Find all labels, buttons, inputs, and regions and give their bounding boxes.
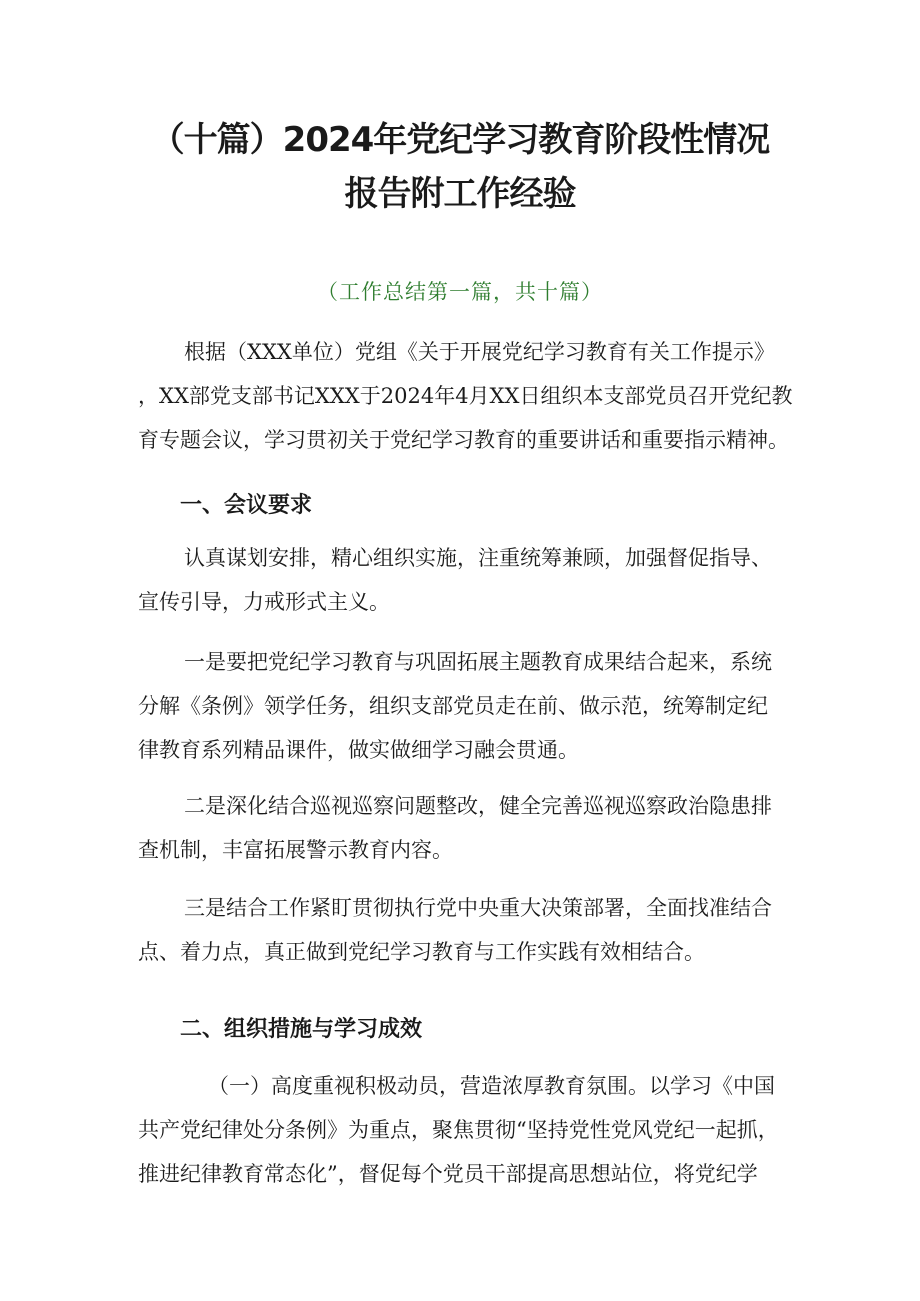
s2p1-line-1: （一）高度重视积极动员，营造浓厚教育氛围。以学习《中国	[208, 1074, 775, 1098]
s1p2-line-1: 一是要把党纪学习教育与巩固拓展主题教育成果结合起来，系统	[184, 650, 772, 674]
intro-paragraph	[138, 330, 798, 462]
section-2-heading: 二、组织措施与学习成效	[180, 1017, 423, 1042]
intro-line-2: ，XX部党支部书记XXX于2024年4月XX日组织本支部党员召开党纪教	[138, 384, 793, 408]
intro-line-1: 根据（XXX单位）党组《关于开展党纪学习教育有关工作提示》	[184, 340, 775, 364]
s1p4-line-2: 点、着力点，真正做到党纪学习教育与工作实践有效相结合。	[138, 940, 705, 964]
s1p3-line-2: 查机制，丰富拓展警示教育内容。	[138, 838, 453, 862]
section-2-paragraph-1	[138, 1064, 798, 1196]
s1p2-line-3: 律教育系列精品课件，做实做细学习融会贯通。	[138, 738, 579, 762]
s1p1-line-2: 宣传引导，力戒形式主义。	[138, 590, 390, 614]
document-title-line-2: 报告附工作经验	[344, 174, 576, 214]
s1p3-line-1: 二是深化结合巡视巡察问题整改，健全完善巡视巡察政治隐患排	[184, 794, 772, 818]
section-1-heading: 一、会议要求	[180, 493, 313, 518]
s1p1-line-1: 认真谋划安排，精心组织实施，注重统筹兼顾，加强督促指导、	[184, 546, 772, 570]
intro-line-3: 育专题会议，学习贯初关于党纪学习教育的重要讲话和重要指示精神。	[138, 428, 789, 452]
section-1-paragraph-1	[138, 536, 798, 624]
s2p1-line-2: 共产党纪律处分条例》为重点，聚焦贯彻“坚持党性党风党纪一起抓，	[138, 1118, 779, 1142]
document-subtitle: （工作总结第一篇，共十篇）	[317, 280, 603, 304]
s1p2-line-2: 分解《条例》领学任务，组织支部党员走在前、做示范，统筹制定纪	[138, 694, 768, 718]
s1p4-line-1: 三是结合工作紧盯贯彻执行党中央重大决策部署，全面找准结合	[184, 896, 772, 920]
document-title-line-1: （十篇）2024年党纪学习教育阶段性情况	[150, 120, 770, 160]
s2p1-line-3: 推进纪律教育常态化”，督促每个党员干部提高思想站位，将党纪学	[138, 1162, 758, 1186]
section-1-paragraph-2	[138, 640, 798, 772]
section-1-paragraph-3	[138, 784, 798, 872]
section-1-paragraph-4	[138, 886, 798, 974]
